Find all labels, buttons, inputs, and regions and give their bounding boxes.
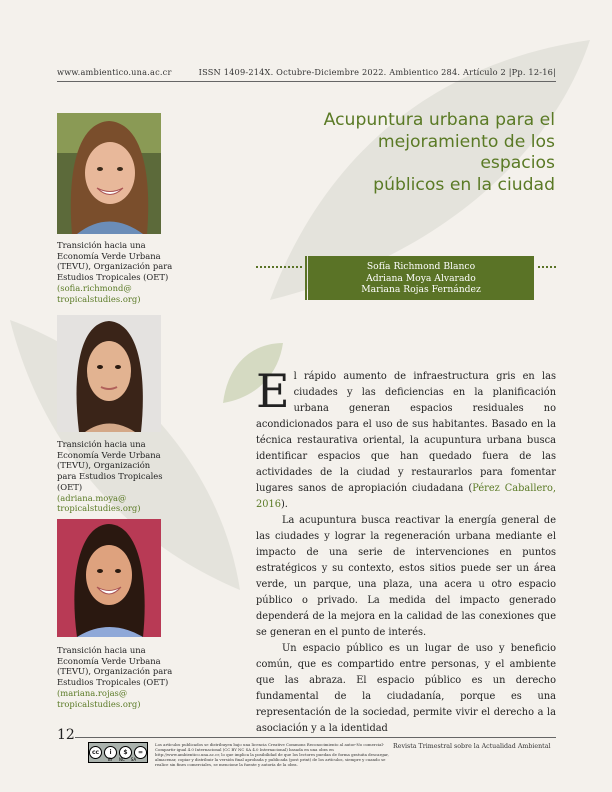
bio-line: para Estudios Tropicales bbox=[57, 471, 163, 482]
author-name: Mariana Rojas Fernández bbox=[361, 284, 481, 296]
dotted-divider bbox=[256, 266, 302, 268]
author-email-link[interactable]: tropicalstudies.org) bbox=[57, 698, 141, 709]
bio-line: Economía Verde Urbana bbox=[57, 449, 161, 460]
article-body bbox=[256, 364, 556, 737]
cc-tags bbox=[108, 757, 136, 762]
paragraph-text: l rápido aumento de infraestructura gris en las ciudades y las deficiencias en la planificación urbana generan espacios residuales no acondicionados para el uso de sus habitantes. Basado en la técnica restaurativa oriental, la acupuntura urbana busca identificar espacios que han quedado fuera de las actividades de la ciudad y restaurarlos para fomentar lugares sanos de apropiación ciudadana ( bbox=[256, 371, 556, 494]
paragraph: La acupuntura busca reactivar la energía general de las ciudades y lograr la regeneración urbana mediante el impacto de una serie de intervenciones en puntos estratégicos y su contexto, estos sitios puede ser un área verde, un parque, una plaza, una acera u otro espacio público o privado. La medida del impacto generado dependerá de la mejora en la calidad de las conexiones que se generan en el punto de interés. bbox=[256, 515, 556, 638]
author-email-link[interactable]: tropicalstudies.org) bbox=[57, 503, 141, 514]
title-line: públicos en la ciudad bbox=[373, 174, 555, 195]
author-name: Sofía Richmond Blanco bbox=[366, 261, 476, 272]
author-email-link[interactable]: tropicalstudies.org) bbox=[57, 293, 141, 304]
authors-box bbox=[308, 256, 534, 300]
bio-line: Economía Verde Urbana bbox=[57, 655, 161, 666]
dropcap: E bbox=[256, 364, 290, 418]
cc-icon: cc bbox=[89, 746, 102, 759]
cc-tag: SA bbox=[130, 757, 137, 762]
author-bio bbox=[57, 240, 187, 304]
license-text: Los artículos publicados se distribuyen bajo una licencia Creative Commons Reconocimiento al autor-No comercial-Compartir igual 4.0 Internacional (CC BY NC SA 4.0 Internacional) basada en una obra en http://www.ambientico.una.ac.cr, lo que implica la posibilidad de que los lectores puedan de forma gratuita descargar, almacenar, copiar y distribuir la versión final aprobada y publicada (post print) de los artículos, siempre y cuando se realice sin fines comerciales, se mencione la fuente y autoría de la obra. bbox=[155, 742, 389, 767]
paragraph: Un espacio público es un lugar de uso y beneficio común, que es compartido entre personas, y el ambiente que las abraza. El espacio público es un derecho fundamental de la ciudadanía, porque es una representación de la sociedad, permite vivir el derecho a la asociación y a la identidad bbox=[256, 643, 556, 734]
bio-line: Transición hacia una bbox=[57, 645, 146, 655]
bio-line: (TEVU), Organización para bbox=[57, 261, 173, 272]
authors-bar bbox=[305, 256, 307, 300]
bio-line: Estudios Tropicales (OET) bbox=[57, 272, 169, 283]
footer-divider bbox=[75, 737, 556, 738]
by-icon: i bbox=[104, 746, 117, 759]
author-email-link[interactable]: (adriana.moya@ bbox=[57, 492, 127, 503]
author-photo-adriana bbox=[57, 315, 161, 432]
title-line: mejoramiento de los espacios bbox=[377, 131, 555, 173]
bio-line: Estudios Tropicales (OET) bbox=[57, 677, 169, 688]
bio-line: Transición hacia una bbox=[57, 240, 146, 250]
header-divider bbox=[57, 81, 556, 82]
bio-line: Transición hacia una bbox=[57, 439, 146, 449]
author-bio bbox=[57, 439, 187, 514]
bio-line: (TEVU), Organización bbox=[57, 460, 151, 471]
citation-link[interactable]: Pérez Caballero, 2016 bbox=[256, 483, 556, 510]
journal-name: Revista Trimestral sobre la Actualidad Ambiental bbox=[393, 743, 551, 750]
author-name: Adriana Moya Alvarado bbox=[366, 272, 476, 284]
sa-icon: = bbox=[134, 746, 147, 759]
dotted-divider bbox=[538, 266, 556, 268]
cc-tag: BY bbox=[108, 757, 113, 762]
paragraph bbox=[256, 364, 556, 513]
author-email-link[interactable]: (sofia.richmond@ bbox=[57, 282, 132, 293]
issue-info: ISSN 1409-214X. Octubre-Diciembre 2022. Ambientico 284. Artículo 2 |Pp. 12-16| bbox=[198, 67, 556, 77]
bio-line: Economía Verde Urbana bbox=[57, 250, 161, 261]
author-photo-sofia bbox=[57, 113, 161, 234]
cc-tag: NC bbox=[118, 757, 125, 762]
bio-line: (OET) bbox=[57, 481, 83, 492]
author-email-link[interactable]: (mariana.rojas@ bbox=[57, 687, 128, 698]
paragraph-text: ). bbox=[280, 499, 288, 510]
author-bio bbox=[57, 645, 187, 709]
website-url[interactable]: www.ambientico.una.ac.cr bbox=[57, 67, 172, 77]
article-title bbox=[300, 110, 555, 196]
nc-icon: $ bbox=[119, 746, 132, 759]
title-line: Acupuntura urbana para el bbox=[323, 110, 555, 130]
bio-line: (TEVU), Organización para bbox=[57, 666, 173, 677]
author-photo-mariana bbox=[57, 519, 161, 637]
page-number: 12 bbox=[57, 727, 75, 743]
